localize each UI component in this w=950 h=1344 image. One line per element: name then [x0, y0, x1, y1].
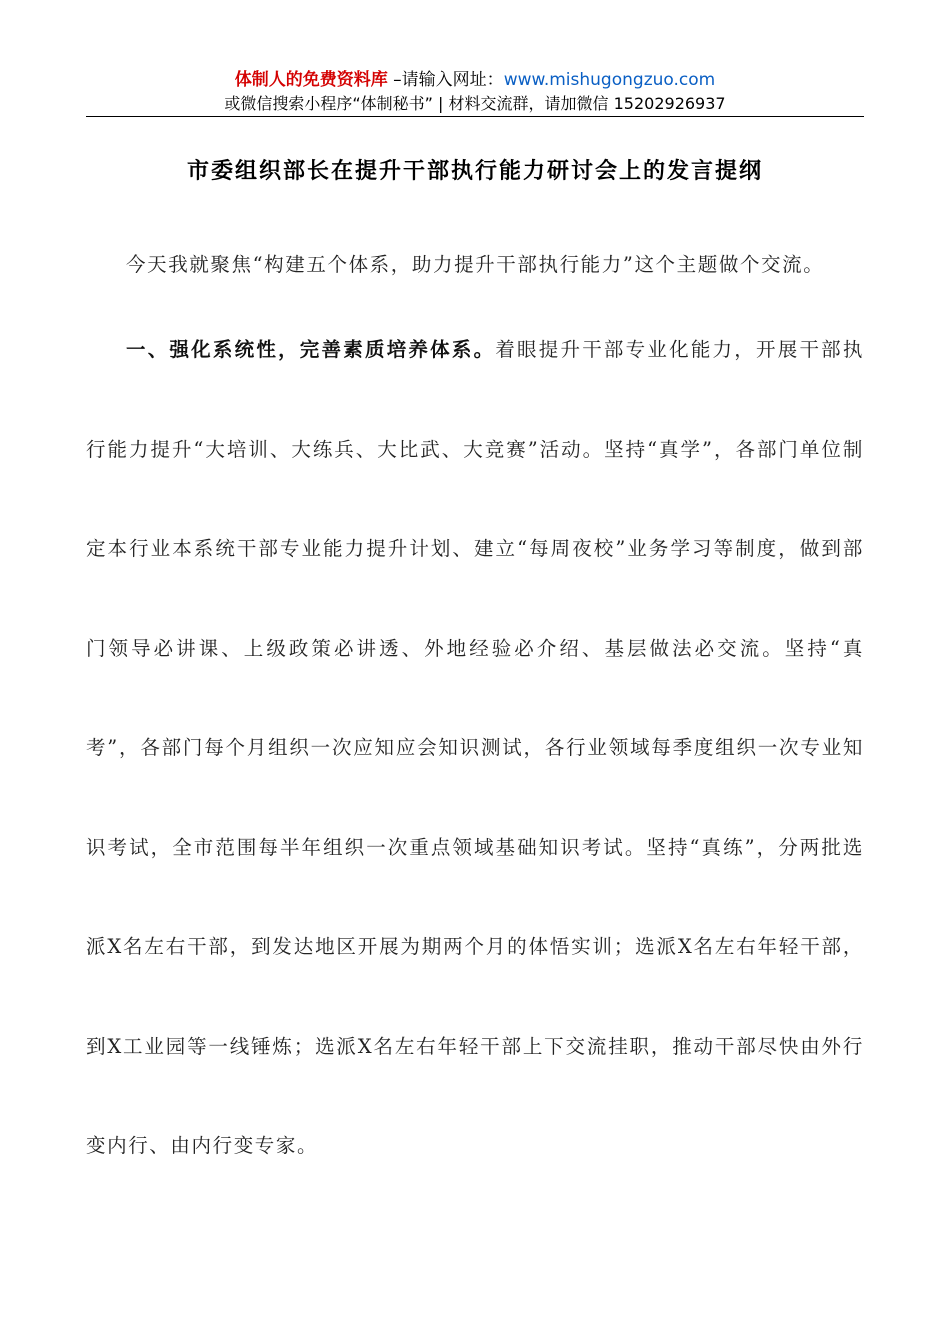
header-line-1: [86, 68, 864, 92]
header-divider: [86, 116, 864, 117]
section-1-heading: 一、强化系统性，完善素质培养体系。: [126, 338, 496, 361]
section-1-body: 着眼提升干部专业化能力，开展干部执行能力提升“大培训、大练兵、大比武、大竞赛”活动。坚持“真学”，各部门单位制定本行业本系统干部专业能力提升计划、建立“每周夜校”业务学习等制度，做到部门领导必讲课、上级政策必讲透、外地经验必介绍、基层做法必交流。坚持“真考”，各部门每个月组织一次应知应会知识测试，各行业领域每季度组织一次专业知识考试，全市范围每半年组织一次重点领域基础知识考试。坚持“真练”，分两批选派X名左右干部，到发达地区开展为期两个月的体悟实训；选派X名左右年轻干部，到X工业园等一线锤炼；选派X名左右年轻干部上下交流挂职，推动干部尽快由外行变内行、由内行变专家。: [86, 338, 864, 1157]
intro-paragraph: 今天我就聚焦“构建五个体系，助力提升干部执行能力”这个主题做个交流。: [126, 253, 825, 276]
page-header: [86, 68, 864, 116]
header-url-link[interactable]: www.mishugongzuo.com: [503, 70, 716, 90]
header-brand: 体制人的免费资料库: [234, 70, 388, 90]
section-1-paragraph: [86, 300, 864, 1196]
document-title: 市委组织部长在提升干部执行能力研讨会上的发言提纲: [186, 158, 763, 184]
header-line-2: 或微信搜索小程序“体制秘书” | 材料交流群，请加微信 15202926937: [224, 94, 726, 113]
header-prompt: –请输入网址：: [387, 70, 504, 90]
